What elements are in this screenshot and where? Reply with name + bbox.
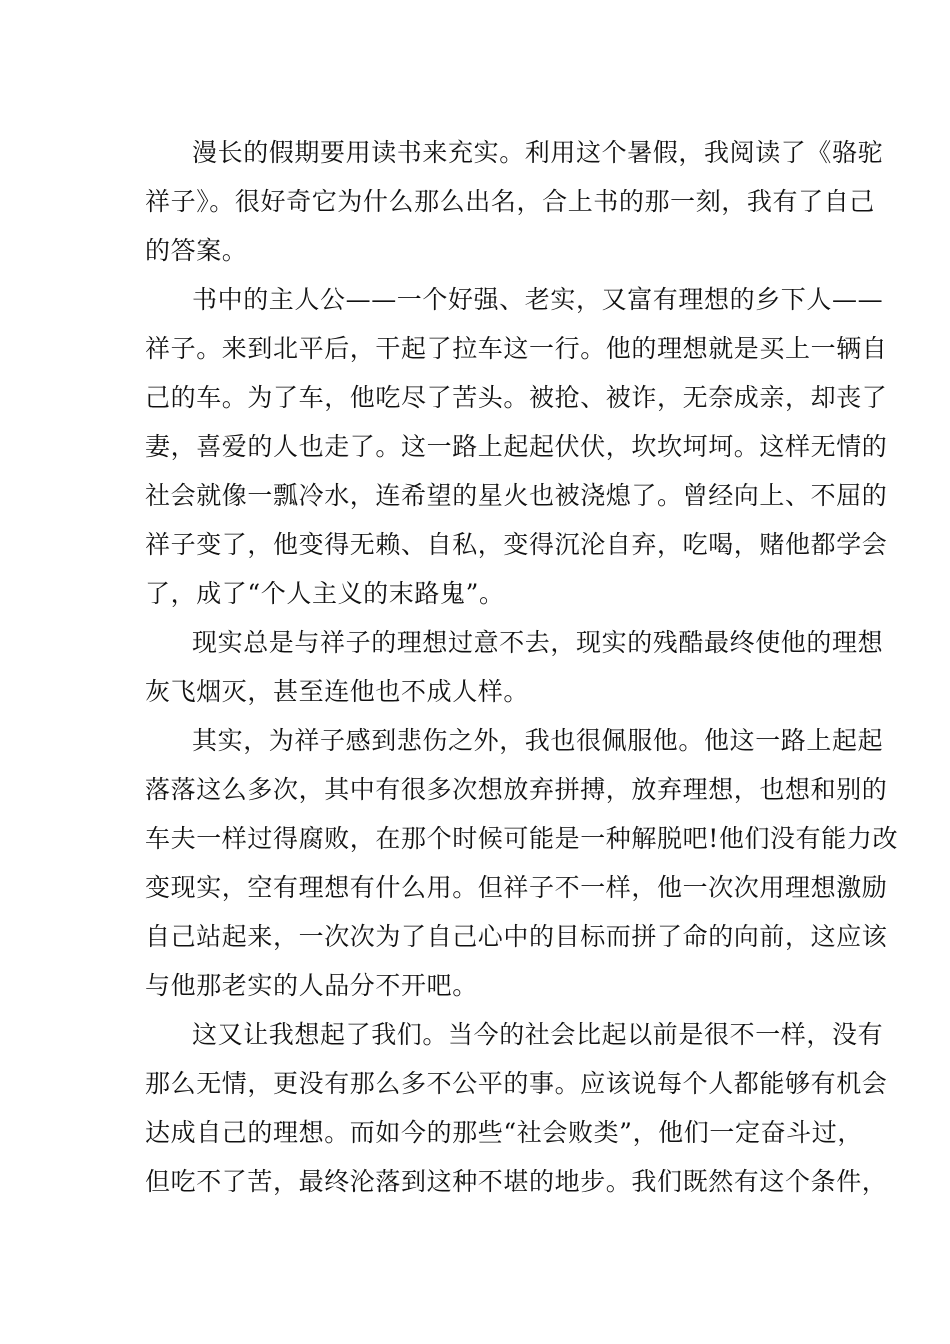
paragraph-line: 那么无情，更没有那么多不公平的事。应该说每个人都能够有机会 xyxy=(145,1069,888,1098)
paragraph-line: 与他那老实的人品分不开吧。 xyxy=(145,971,478,1000)
paragraph-1 xyxy=(145,128,884,275)
paragraph-line: 自己站起来，一次次为了自己心中的目标而拼了命的向前，这应该 xyxy=(145,922,888,951)
paragraph-line: 变现实，空有理想有什么用。但祥子不一样，他一次次用理想激励 xyxy=(145,873,888,902)
essay-body xyxy=(145,128,899,1206)
paragraph-line: 社会就像一瓢冷水，连希望的星火也被浇熄了。曾经向上、不屈的 xyxy=(145,481,888,510)
paragraph-line: 祥子变了，他变得无赖、自私，变得沉沦自弃，吃喝，赌他都学会 xyxy=(145,530,888,559)
paragraph-line: 车夫一样过得腐败，在那个时候可能是一种解脱吧!他们没有能力改 xyxy=(145,824,899,853)
paragraph-2 xyxy=(145,275,888,618)
paragraph-line: 了，成了“个人主义的末路鬼”。 xyxy=(145,579,505,608)
paragraph-line: 书中的主人公——一个好强、老实，又富有理想的乡下人—— xyxy=(192,285,884,314)
paragraph-line: 这又让我想起了我们。当今的社会比起以前是很不一样，没有 xyxy=(192,1020,884,1049)
paragraph-line: 现实总是与祥子的理想过意不去，现实的残酷最终使他的理想 xyxy=(192,628,884,657)
paragraph-line: 己的车。为了车，他吃尽了苦头。被抢、被诈，无奈成亲，却丧了 xyxy=(145,383,888,412)
paragraph-line: 达成自己的理想。而如今的那些“社会败类”，他们一定奋斗过， xyxy=(145,1118,863,1147)
paragraph-4 xyxy=(145,716,899,1010)
paragraph-3 xyxy=(145,618,884,716)
paragraph-line: 漫长的假期要用读书来充实。利用这个暑假，我阅读了《骆驼 xyxy=(192,138,884,167)
paragraph-line: 妻，喜爱的人也走了。这一路上起起伏伏，坎坎坷坷。这样无情的 xyxy=(145,432,888,461)
paragraph-line: 其实，为祥子感到悲伤之外，我也很佩服他。他这一路上起起 xyxy=(192,726,884,755)
paragraph-line: 祥子。来到北平后，干起了拉车这一行。他的理想就是买上一辆自 xyxy=(145,334,888,363)
paragraph-5 xyxy=(145,1010,888,1206)
paragraph-line: 灰飞烟灭，甚至连他也不成人样。 xyxy=(145,677,530,706)
paragraph-line: 祥子》。很好奇它为什么那么出名，合上书的那一刻，我有了自己 xyxy=(145,187,875,216)
paragraph-line: 的答案。 xyxy=(145,236,248,265)
paragraph-line: 落落这么多次，其中有很多次想放弃拼搏，放弃理想，也想和别的 xyxy=(145,775,888,804)
paragraph-line: 但吃不了苦，最终沦落到这种不堪的地步。我们既然有这个条件， xyxy=(145,1167,888,1196)
